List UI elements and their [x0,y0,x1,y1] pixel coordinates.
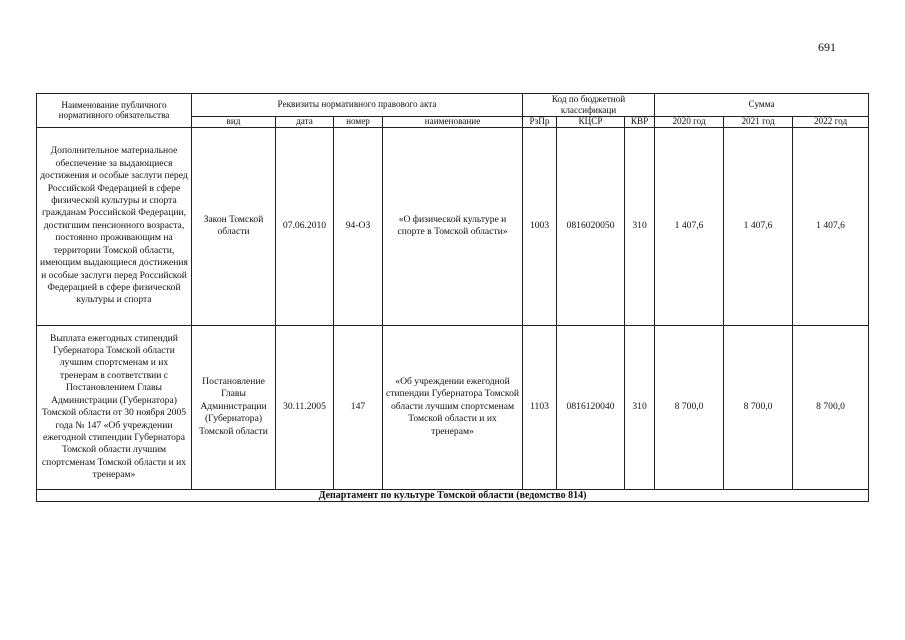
header-number: номер [334,116,383,127]
row-number: 147 [334,325,383,489]
row-kcsr: 0816020050 [557,127,625,325]
header-2021: 2021 год [724,116,793,127]
header-kcsr: КЦСР [557,116,625,127]
row-kvr: 310 [625,325,655,489]
table-row [37,127,869,325]
row-sum-2020: 1 407,6 [655,127,724,325]
row-obligation-name: Дополнительное материальное обеспечение за выдающиеся достижения и особые заслуги перед Российской Федерацией в сфере физической культуры и спорта гражданам Российской Федерации, достигшим пенсионного возраста, постоянно проживающим на территории Томской области, имеющим выдающиеся достижения и особые заслуги перед Российской Федерацией в сфере физической культуры и спорта [37,127,192,325]
header-sum: Сумма [655,94,869,117]
header-requisites: Реквизиты нормативного правового акта [192,94,523,117]
row-date: 30.11.2005 [276,325,334,489]
row-date: 07.06.2010 [276,127,334,325]
header-obligation-name: Наименование публичного нормативного обязательства [37,94,192,128]
row-kcsr: 0816120040 [557,325,625,489]
row-sum-2022: 8 700,0 [793,325,869,489]
row-number: 94-ОЗ [334,127,383,325]
header-kvr: КВР [625,116,655,127]
header-date: дата [276,116,334,127]
page-number: 691 [818,40,836,54]
row-vid: Постановление Главы Администрации (Губернатора) Томской области [192,325,276,489]
row-sum-2021: 8 700,0 [724,325,793,489]
department-title: Департамент по культуре Томской области (ведомство 814) [37,489,869,501]
header-2022: 2022 год [793,116,869,127]
header-vid: вид [192,116,276,127]
row-act-name: «Об учреждении ежегодной стипендии Губернатора Томской области лучшим спортсменам Томской области и их тренерам» [383,325,523,489]
header-rzpr: РзПр [523,116,557,127]
row-sum-2020: 8 700,0 [655,325,724,489]
table-row [37,325,869,489]
row-rzpr: 1003 [523,127,557,325]
header-budget-code: Код по бюджетной классификаци [523,94,655,117]
header-2020: 2020 год [655,116,724,127]
header-row-1 [37,94,869,117]
department-row [37,489,869,501]
row-act-name: «О физической культуре и спорте в Томской области» [383,127,523,325]
row-vid: Закон Томской области [192,127,276,325]
row-obligation-name: Выплата ежегодных стипендий Губернатора Томской области лучшим спортсменам и их тренерам в соответствии с Постановлением Главы Администрации (Губернатора) Томской области от 30 ноября 2005 года № 147 «Об учреждении ежегодной стипендии Губернатора Томской области лучшим спортсменам Томской области и их тренерам» [37,325,192,489]
row-sum-2021: 1 407,6 [724,127,793,325]
row-kvr: 310 [625,127,655,325]
row-sum-2022: 1 407,6 [793,127,869,325]
row-rzpr: 1103 [523,325,557,489]
header-act-name: наименование [383,116,523,127]
obligations-table [36,93,869,502]
